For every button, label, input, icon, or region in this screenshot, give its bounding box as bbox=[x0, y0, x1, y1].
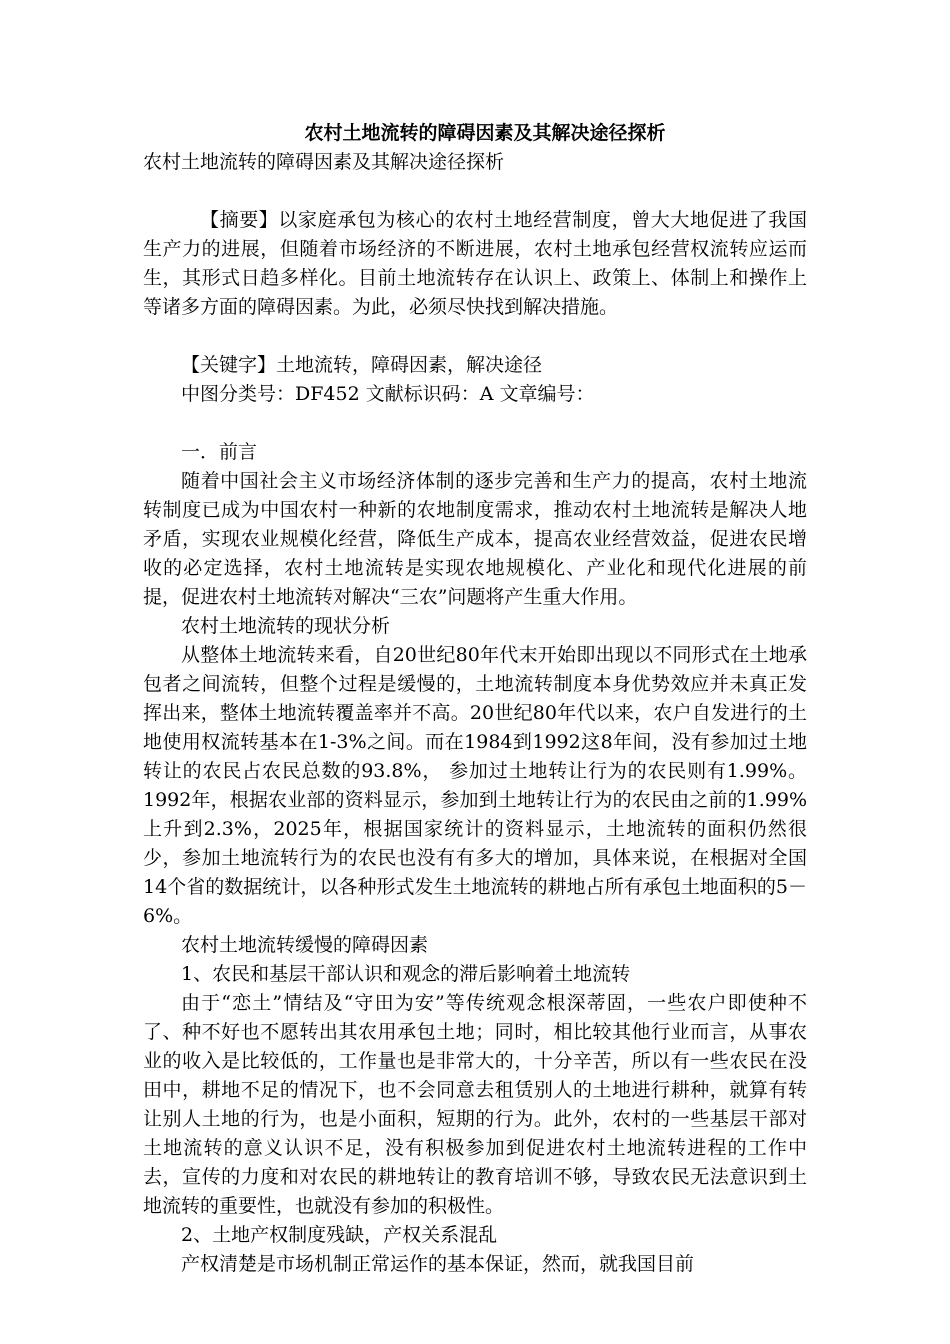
preface-paragraph: 随着中国社会主义市场经济体制的逐步完善和生产力的提高，农村土地流转制度已成为中国农村一种新的农地制度需求，推动农村土地流转是解决人地矛盾，实现农业规模化经营，降低生产成本，提高农业经营效益，促进农民增收的必定选择，农村土地流转是实现农地规模化、产业化和现代化进展的前提，促进农村土地流转对解决“三农”问题将产生重大作用。 bbox=[143, 470, 807, 608]
obstacle-1-paragraph: 由于“恋土”情结及“守田为安”等传统观念根深蒂固，一些农户即使种不了、种不好也不愿转出其农用承包土地；同时，相比较其他行业而言，从事农业的收入是比较低的，工作量也是非常大的，十分辛苦，所以有一些农民在没田中，耕地不足的情况下，也不会同意去租赁别人的土地进行耕种，就算有转让别人土地的行为，也是小面积，短期的行为。此外，农村的一些基层干部对土地流转的意义认识不足，没有积极参加到促进农村土地流转进程的工作中去，宣传的力度和对农民的耕地转让的教育培训不够，导致农民无法意识到土地流转的重要性，也就没有参加的积极性。 bbox=[143, 992, 807, 1217]
spacer bbox=[143, 322, 807, 351]
subsection-heading-obstacle-1: 1、农民和基层干部认识和观念的滞后影响着土地流转 bbox=[181, 963, 631, 985]
section-heading-status: 农村土地流转的现状分析 bbox=[181, 615, 391, 637]
subsection-heading-obstacle-2: 2、土地产权制度残缺，产权关系混乱 bbox=[181, 1224, 498, 1246]
section-heading-preface: 一．前言 bbox=[181, 441, 258, 463]
status-paragraph: 从整体土地流转来看，自20世纪80年代末开始即出现以不同形式在土地承包者之间流转，但整个过程是缓慢的，土地流转制度本身优势效应并未真正发挥出来，整体土地流转覆盖率并不高。20世纪80年代以来，农户自发进行的土地使用权流转基本在1-3%之间。而在1984到1992这8年间，没有参加过土地转让的农民占农民总数的93.8%， 参加过土地转让行为的农民则有1.99%。1992年，根据农业部的资料显示，参加到土地转让行为的农民由之前的1.99%上升到2.3%，2025年，根据国家统计的资料显示，土地流转的面积仍然很少，参加土地流转行为的农民也没有有多大的增加，具体来说，在根据对全国14个省的数据统计，以各种形式发生土地流转的耕地占所有承包土地面积的5－6%。 bbox=[143, 644, 807, 927]
document-subtitle: 农村土地流转的障碍因素及其解决途径探析 bbox=[143, 151, 505, 173]
classification-line: 中图分类号：DF452 文献标识码：A 文章编号： bbox=[181, 383, 595, 405]
spacer bbox=[143, 409, 807, 438]
section-heading-obstacles: 农村土地流转缓慢的障碍因素 bbox=[181, 934, 429, 956]
spacer bbox=[143, 177, 807, 206]
document-page bbox=[143, 118, 807, 1279]
keywords-line: 【关键字】土地流转，障碍因素，解决途径 bbox=[181, 354, 543, 376]
abstract-paragraph: 【摘要】以家庭承包为核心的农村土地经营制度，曾大大地促进了我国生产力的进展，但随着市场经济的不断进展，农村土地承包经营权流转应运而生，其形式日趋多样化。目前土地流转存在认识上、政策上、体制上和操作上等诸多方面的障碍因素。为此，必须尽快找到解决措施。 bbox=[143, 209, 807, 318]
document-title: 农村土地流转的障碍因素及其解决途径探析 bbox=[304, 122, 666, 144]
obstacle-2-paragraph: 产权清楚是市场机制正常运作的基本保证，然而，就我国目前 bbox=[181, 1253, 695, 1275]
